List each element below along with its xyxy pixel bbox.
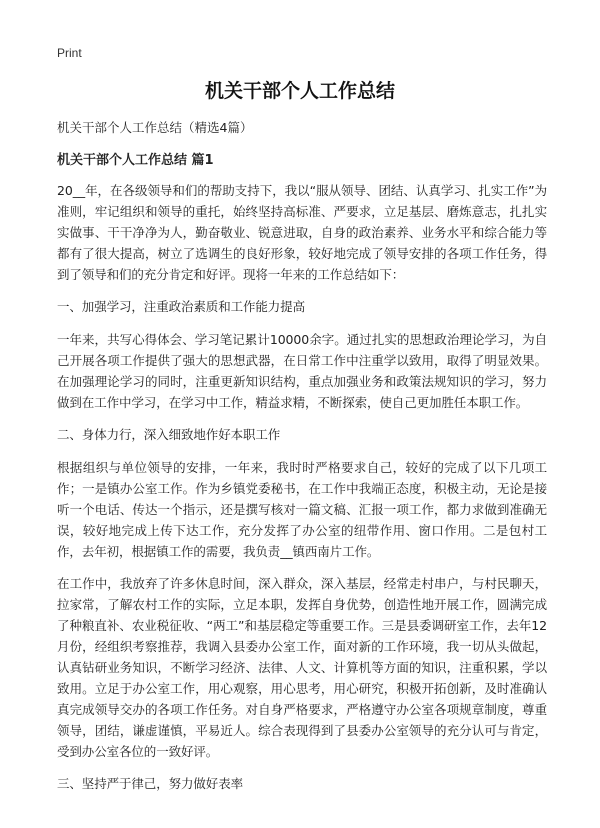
document-title: 机关干部个人工作总结 (204, 80, 395, 102)
document-subtitle: 机关干部个人工作总结（精选4篇） (57, 120, 253, 135)
paragraph-intro: 20__年，在各级领导和们的帮助支持下，我以“服从领导、团结、认真学习、扎实工作”为准则，牢记组织和领导的重托，始终坚持高标准、严要求，立足基层、磨炼意志，扎扎实实做事、干干净净为人，勤奋敬业、锐意进取，自身的政治素养、业务水平和综合能力等都有了很大提高，树立了选调生的良好形象，较好地完成了领导安排的各项工作任务，得到了领导和们的充分肯定和好评。现将一年来的工作总结如下： (57, 183, 547, 282)
document-body (57, 118, 547, 794)
print-link[interactable]: Print (57, 46, 82, 60)
section-heading: 机关干部个人工作总结 篇1 (57, 153, 214, 168)
paragraph-work-1: 根据组织与单位领导的安排，一年来，我时时严格要求自己，较好的完成了以下几项工作；一是镇办公室工作。作为乡镇党委秘书，在工作中我端正态度，积极主动，无论是接听一个电话、传达一个指示，还是撰写核对一篇文稿、汇报一项工作，都力求做到准确无误，较好地完成上传下达工作，充分发挥了办公室的纽带作用、窗口作用。二是包村工作，去年初，根据镇工作的需要，我负责__镇西南片工作。 (57, 460, 547, 559)
paragraph-study: 一年来，共写心得体会、学习笔记累计10000余字。通过扎实的思想政治理论学习，为自己开展各项工作提供了强大的思想武器，在日常工作中注重学以致用，取得了明显效果。在加强理论学习的同时，注重更新知识结构，重点加强业务和政策法规知识的学习，努力做到在工作中学习，在学习中工作，精益求精，不断探索，使自己更加胜任本职工作。 (57, 332, 547, 410)
paragraph-work-2: 在工作中，我放弃了许多休息时间，深入群众，深入基层，经常走村串户，与村民聊天，拉家常，了解农村工作的实际，立足本职，发挥自身优势，创造性地开展工作，圆满完成了种粮直补、农业税征收、“两工”和基层稳定等重要工作。三是县委调研室工作，去年12月份，经组织考察推荐，我调入县委办公室工作，面对新的工作环境，我一切从头做起，认真钻研业务知识，不断学习经济、法律、人文、计算机等方面的知识，注重积累，学以致用。立足于办公室工作，用心观察，用心思考，用心研究，积极开拓创新，及时准确认真完成领导交办的各项工作任务。对自身严格要求，严格遵守办公室各项规章制度，尊重领导，团结，谦虚谨慎，平易近人。综合表现得到了县委办公室领导的充分认可与肯定，受到办公室各位的一致好评。 (57, 576, 547, 759)
subheading-study: 一、加强学习，注重政治素质和工作能力提高 (57, 299, 306, 314)
subheading-work: 二、身体力行，深入细致地作好本职工作 (57, 427, 281, 442)
subheading-discipline: 三、坚持严于律己，努力做好表率 (57, 776, 244, 791)
